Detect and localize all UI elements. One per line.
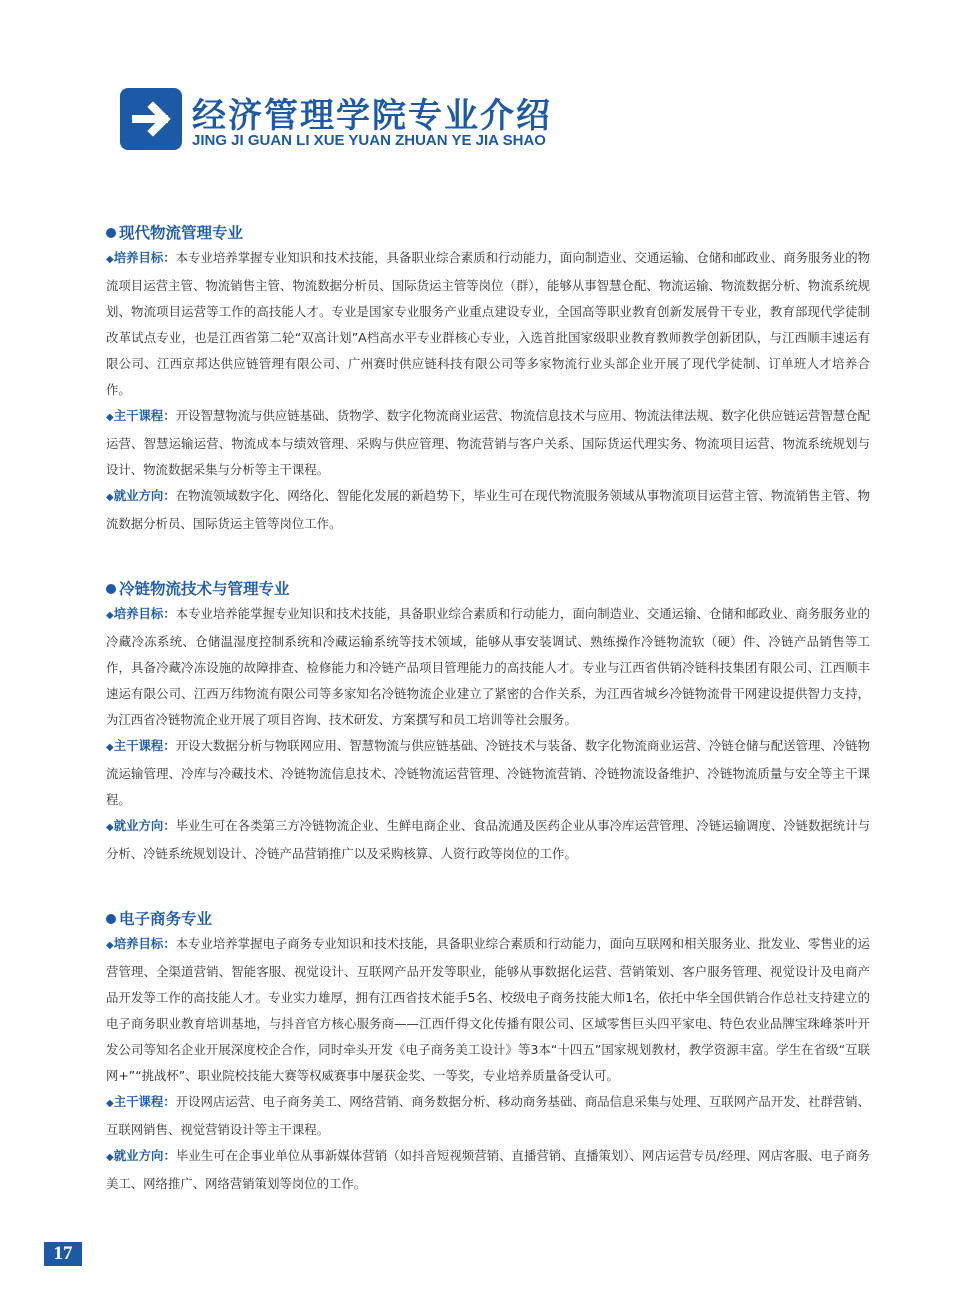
section-e-commerce <box>106 907 870 1197</box>
training-goal: ◆培养目标：本专业培养掌握专业知识和技术技能，具备职业综合素质和行动能力，面向制造业、交通运输、仓储和邮政业、商务服务业的物流项目运营主管、物流销售主管、物流数据分析员、国际货运主管等岗位（群），能够从事智慧仓配、物流运输、物流数据分析、物流系统规划、物流项目运营等工作的高技能人才。专业是国家专业服务产业重点建设专业，全国高等职业教育创新发展骨干专业，教育部现代学徒制改革试点专业，也是江西省第二轮“双高计划”A档高水平专业群核心专业，入选首批国家级职业教育教师教学创新团队，与江西顺丰速运有限公司、江西京邦达供应链管理有限公司、广州赛时供应链科技有限公司等多家物流行业头部企业开展了现代学徒制、订单班人才培养合作。 <box>106 250 870 397</box>
diamond-icon: ◆ <box>106 1098 114 1109</box>
training-goal: ◆培养目标：本专业培养掌握电子商务专业知识和技术技能，具备职业综合素质和行动能力，面向互联网和相关服务业、批发业、零售业的运营管理、全渠道营销、智能客服、视觉设计、互联网产品开发等职业，能够从事数据化运营、营销策划、客户服务管理、视觉设计及电商产品开发等工作的高技能人才。专业实力雄厚，拥有江西省技术能手5名、校级电子商务技能大师1名，依托中华全国供销合作总社支持建立的电子商务职业教育培训基地，与抖音官方核心服务商——江西仟得文化传播有限公司、区域零售巨头四平家电、特色农业品牌宝珠峰茶叶开发公司等知名企业开展深度校企合作，同时牵头开发《电子商务美工设计》等3本“十四五”国家规划教材，教学资源丰富。学生在省级“互联网+”“挑战杯”、职业院校技能大赛等权威赛事中屡获金奖、一等奖，专业培养质量备受认可。 <box>106 936 870 1083</box>
section-title: 电子商务专业 <box>106 907 870 931</box>
section-title: 冷链物流技术与管理专业 <box>106 577 870 601</box>
section-cold-chain <box>106 577 870 867</box>
diamond-icon: ◆ <box>106 492 114 503</box>
diamond-icon: ◆ <box>106 742 114 753</box>
career-direction: ◆就业方向：毕业生可在企事业单位从事新媒体营销（如抖音短视频营销、直播营销、直播策划）、网店运营专员/经理、网店客服、电子商务美工、网络推广、网络营销策划等岗位的工作。 <box>106 1148 870 1191</box>
diamond-icon: ◆ <box>106 822 114 833</box>
core-courses: ◆主干课程：开设大数据分析与物联网应用、智慧物流与供应链基础、冷链技术与装备、数字化物流商业运营、冷链仓储与配送管理、冷链物流运输管理、冷库与冷藏技术、冷链物流信息技术、冷链物流运营管理、冷链物流营销、冷链物流设备维护、冷链物流质量与安全等主干课程。 <box>106 738 870 807</box>
page-subtitle: JING JI GUAN LI XUE YUAN ZHUAN YE JIA SHAO <box>192 132 546 149</box>
page-title: 经济管理学院专业介绍 <box>192 96 552 136</box>
core-courses: ◆主干课程：开设智慧物流与供应链基础、货物学、数字化物流商业运营、物流信息技术与应用、物流法律法规、数字化供应链运营智慧仓配运营、智慧运输运营、物流成本与绩效管理、采购与供应管理、物流营销与客户关系、国际货运代理实务、物流项目运营、物流系统规划与设计、物流数据采集与分析等主干课程。 <box>106 408 870 477</box>
bullet-dot-icon <box>106 914 116 924</box>
diamond-icon: ◆ <box>106 940 114 951</box>
training-goal: ◆培养目标：本专业培养能掌握专业知识和技术技能，具备职业综合素质和行动能力，面向制造业、交通运输、仓储和邮政业、商务服务业的冷藏冷冻系统、仓储温湿度控制系统和冷藏运输系统等技术领域，能够从事安装调试、熟练操作冷链物流软（硬）件、冷链产品销售等工作，具备冷藏冷冻设施的故障排查、检修能力和冷链产品项目管理能力的高技能人才。专业与江西省供销冷链科技集团有限公司、江西顺丰速运有限公司、江西万纬物流有限公司等多家知名冷链物流企业建立了紧密的合作关系，为江西省城乡冷链物流骨干网建设提供智力支持，为江西省冷链物流企业开展了项目咨询、技术研发、方案撰写和员工培训等社会服务。 <box>106 606 870 727</box>
section-title: 现代物流管理专业 <box>106 221 870 245</box>
diamond-icon: ◆ <box>106 1152 114 1163</box>
core-courses: ◆主干课程：开设网店运营、电子商务美工、网络营销、商务数据分析、移动商务基础、商品信息采集与处理、互联网产品开发、社群营销、互联网销售、视觉营销设计等主干课程。 <box>106 1094 870 1137</box>
diamond-icon: ◆ <box>106 254 114 265</box>
career-direction: ◆就业方向：在物流领域数字化、网络化、智能化发展的新趋势下，毕业生可在现代物流服务领域从事物流项目运营主管、物流销售主管、物流数据分析员、国际货运主管等岗位工作。 <box>106 488 870 531</box>
career-direction: ◆就业方向：毕业生可在各类第三方冷链物流企业、生鲜电商企业、食品流通及医药企业从事冷库运营管理、冷链运输调度、冷链数据统计与分析、冷链系统规划设计、冷链产品营销推广以及采购核算、人资行政等岗位的工作。 <box>106 818 870 861</box>
arrow-right-icon <box>120 88 182 150</box>
section-logistics-management <box>106 221 870 537</box>
bullet-dot-icon <box>106 228 116 238</box>
page-header <box>120 88 640 152</box>
diamond-icon: ◆ <box>106 412 114 423</box>
page-number: 17 <box>44 1242 82 1266</box>
bullet-dot-icon <box>106 584 116 594</box>
diamond-icon: ◆ <box>106 610 114 621</box>
